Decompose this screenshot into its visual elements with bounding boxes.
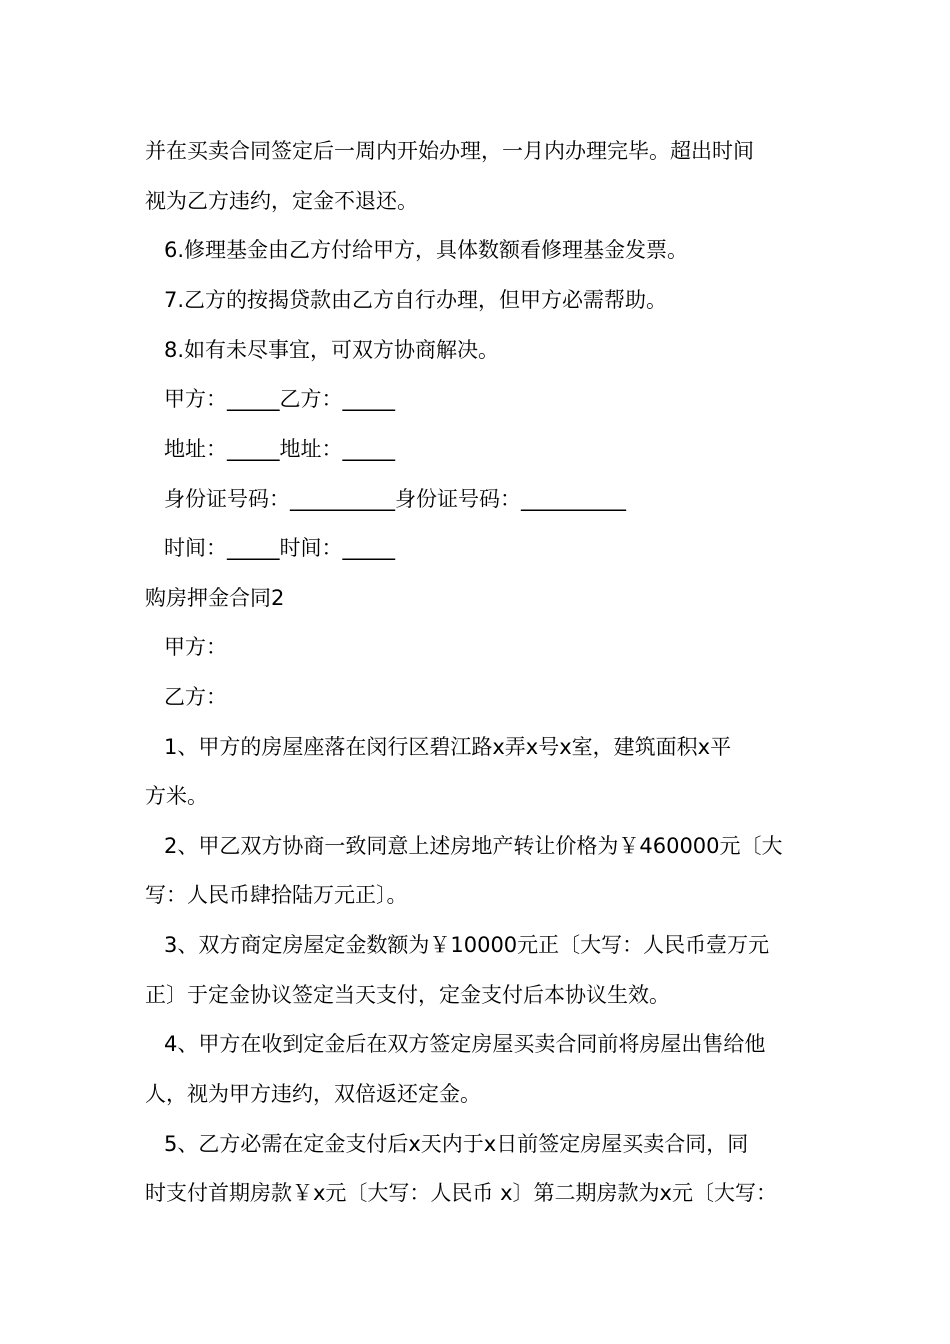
clause-8: 8.如有未尽事宜，可双方协商解决。 — [164, 338, 500, 362]
clause-4: 4、甲方在收到定金后在双方签定房屋买卖合同前将房屋出售给他 — [164, 1032, 766, 1056]
clause-1: 1、甲方的房屋座落在闵行区碧江路x弄x号x室，建筑面积x平 — [164, 735, 732, 759]
paragraph-line: 视为乙方违约，定金不退还。 — [145, 189, 418, 213]
section-title: 购房押金合同2 — [145, 586, 285, 610]
clause-7: 7.乙方的按揭贷款由乙方自行办理，但甲方必需帮助。 — [164, 288, 668, 312]
paragraph-line: 人，视为甲方违约，双倍返还定金。 — [145, 1082, 481, 1106]
paragraph-line: 方米。 — [145, 784, 208, 808]
clause-5: 5、乙方必需在定金支付后x天内于x日前签定房屋买卖合同，同 — [164, 1132, 749, 1156]
party-signature-line: 甲方：_____乙方：_____ — [164, 387, 395, 411]
id-number-line: 身份证号码：__________身份证号码：__________ — [164, 487, 626, 511]
party-a-label: 甲方： — [164, 635, 227, 659]
address-line: 地址：_____地址：_____ — [164, 437, 395, 461]
paragraph-line: 时支付首期房款￥x元〔大写：人民币 x〕第二期房款为x元〔大写： — [145, 1181, 777, 1205]
paragraph-line: 并在买卖合同签定后一周内开始办理，一月内办理完毕。超出时间 — [145, 139, 754, 163]
party-b-label: 乙方： — [164, 685, 227, 709]
paragraph-line: 写：人民币肆拾陆万元正〕。 — [145, 883, 408, 907]
clause-2: 2、甲乙双方协商一致同意上述房地产转让价格为￥460000元〔大 — [164, 834, 783, 858]
paragraph-line: 正〕于定金协议签定当天支付，定金支付后本协议生效。 — [145, 983, 670, 1007]
date-line: 时间：_____时间：_____ — [164, 536, 395, 560]
clause-6: 6.修理基金由乙方付给甲方，具体数额看修理基金发票。 — [164, 238, 689, 262]
clause-3: 3、双方商定房屋定金数额为￥10000元正〔大写：人民币壹万元 — [164, 933, 770, 957]
